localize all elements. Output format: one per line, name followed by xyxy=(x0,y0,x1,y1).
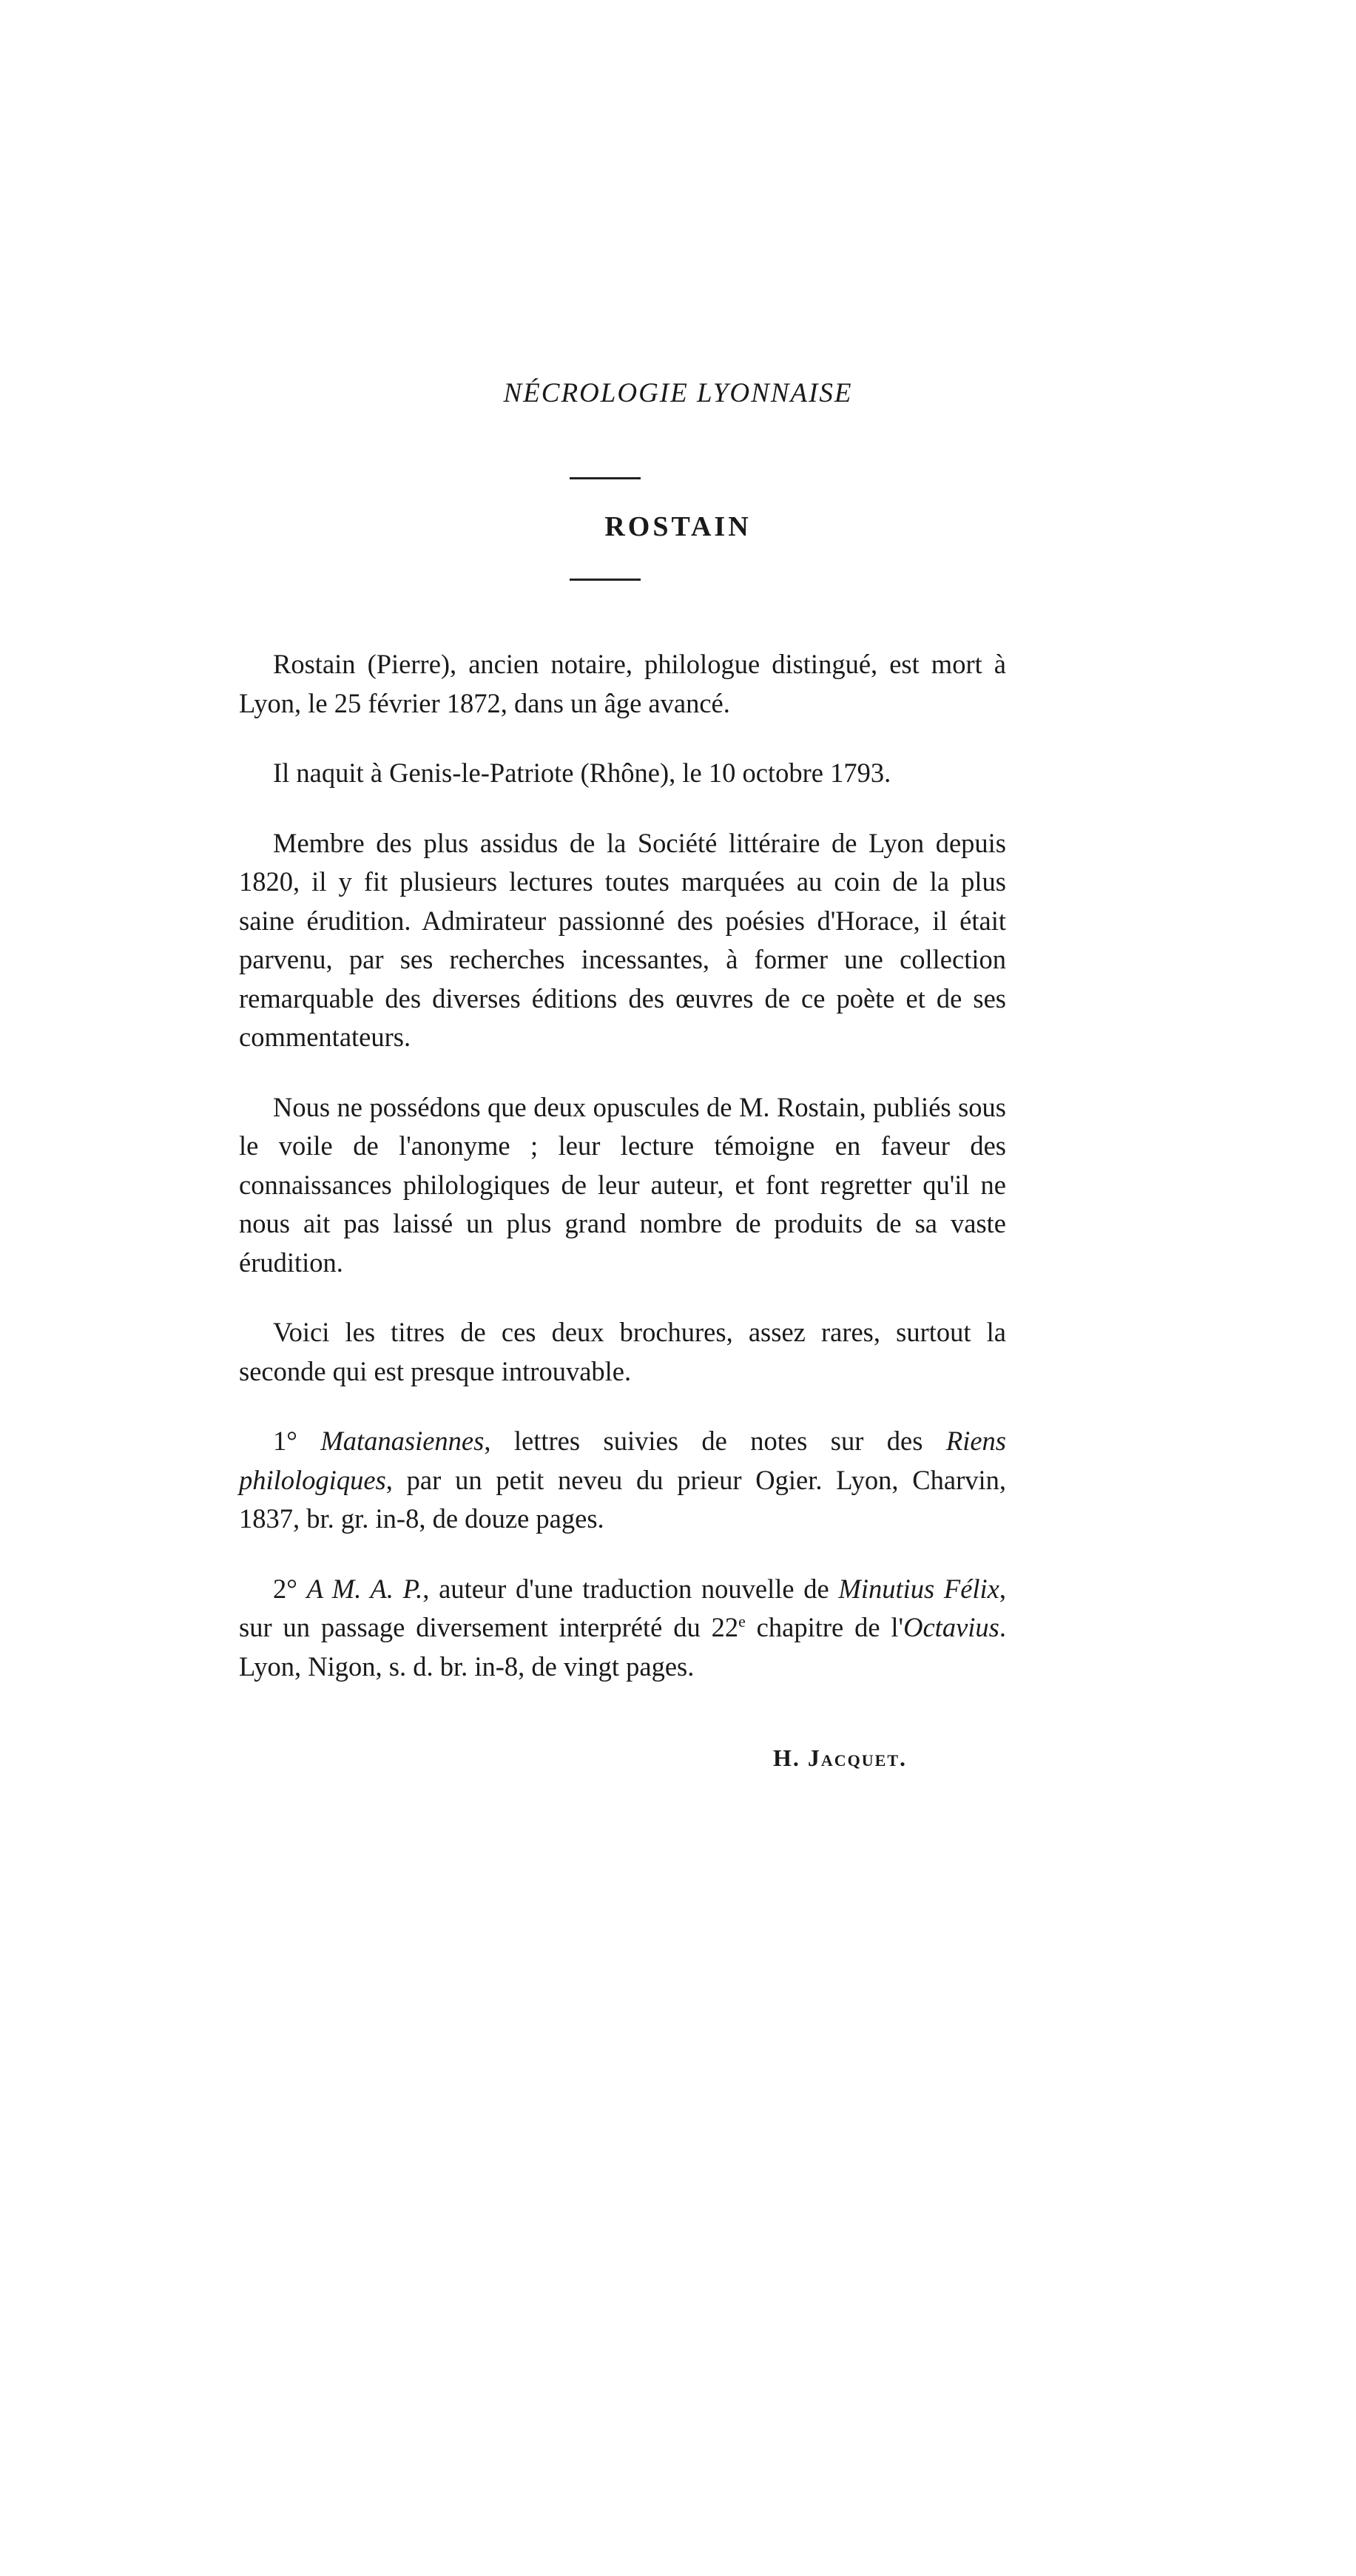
paragraph-2: Il naquit à Genis-le-Patriote (Rhône), le 10 octobre 1793. xyxy=(273,758,891,788)
paragraph-5: Voici les titres de ces deux brochures, assez rares, surtout la seconde qui est presque introuvable. xyxy=(239,1317,1006,1386)
item-text: , par un petit neveu du prieur Ogier. Lyon, Charvin, 1837, br. gr. in-8, de douze pages. xyxy=(239,1464,1006,1534)
work-title: Octavius xyxy=(903,1612,999,1642)
title-rule-bottom xyxy=(570,579,641,581)
item-text: . Lyon, Nigon, s. d. br. in-8, de vingt pages. xyxy=(239,1612,1006,1682)
title-rule-top xyxy=(570,477,641,479)
work-title: Minutius Félix xyxy=(838,1573,999,1604)
bibliography-item-1 xyxy=(239,1422,1006,1539)
item-text: , lettres suivies de notes sur des xyxy=(484,1426,946,1456)
article-title: ROSTAIN xyxy=(604,511,752,542)
item-text: , sur un passage diversement interprété du 22 xyxy=(239,1573,1007,1642)
item-number: 2° xyxy=(273,1573,297,1604)
paragraph-4: Nous ne possédons que deux opuscules de M. Rostain, publiés sous le voile de l'anonyme ; leur lecture témoigne en faveur des connaissances philologiques de leur auteur, et font regretter qu'il ne nous ait pas laissé un plus grand nombre de produits de sa vaste érudition. xyxy=(239,1091,1006,1278)
paragraph-1: Rostain (Pierre), ancien notaire, philologue distingué, est mort à Lyon, le 25 février 1872, dans un âge avancé. xyxy=(239,649,1006,718)
paragraph-3: Membre des plus assidus de la Société littéraire de Lyon depuis 1820, il y fit plusieurs lectures toutes marquées au coin de la plus saine érudition. Admirateur passionné des poésies d'Horace, il était parvenu, par ses recherches incessantes, à former une collection remarquable des diverses éditions des œuvres de ce poète et de ses commentateurs. xyxy=(239,827,1006,1052)
author-signature xyxy=(773,1744,907,1772)
author-initial: H. xyxy=(773,1744,800,1771)
ordinal-superscript: e xyxy=(738,1611,746,1631)
work-title: Riens philologiques xyxy=(239,1426,1006,1495)
running-head: NÉCROLOGIE LYONNAISE xyxy=(503,378,853,408)
article-body xyxy=(239,645,1006,1717)
item-number: 1° xyxy=(273,1426,297,1456)
work-title: Matanasiennes xyxy=(320,1426,485,1456)
bibliography-item-2 xyxy=(239,1570,1006,1687)
item-text: chapitre de l' xyxy=(745,1612,904,1642)
work-title: A M. A. P. xyxy=(306,1573,423,1604)
item-text: , auteur d'une traduction nouvelle de xyxy=(422,1573,839,1604)
author-name: Jacquet. xyxy=(807,1744,908,1771)
